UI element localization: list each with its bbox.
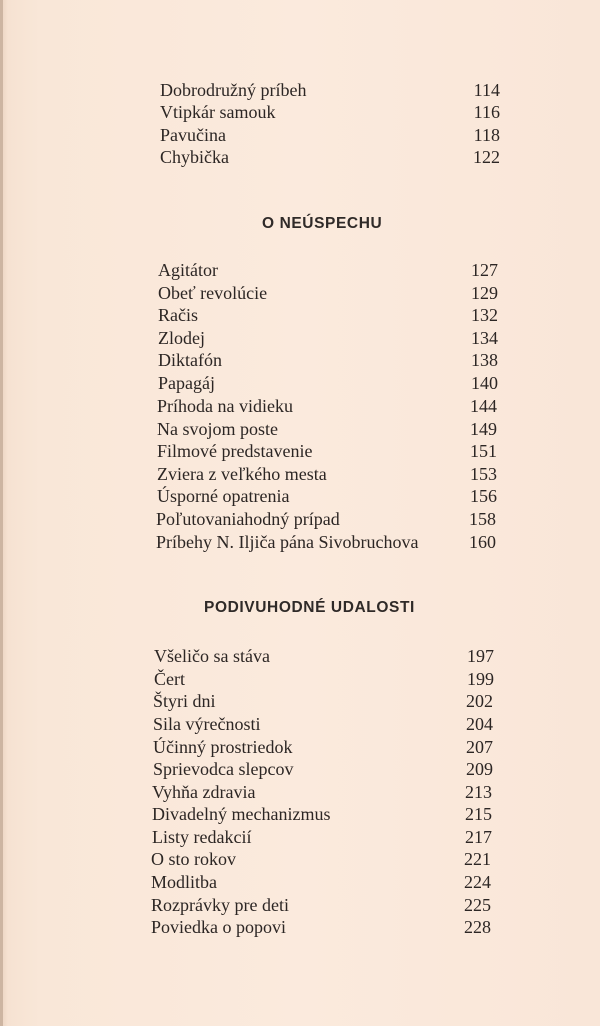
entry-title: Príhoda na vidieku <box>157 396 293 416</box>
toc-entry <box>152 781 492 803</box>
entry-title: Modlitba <box>151 872 217 892</box>
toc-entry <box>157 440 497 462</box>
toc-entry <box>160 79 500 101</box>
toc-entry <box>151 871 491 893</box>
entry-page: 202 <box>466 691 493 711</box>
toc-entry <box>157 395 497 417</box>
entry-page: 116 <box>473 102 500 122</box>
entry-page: 209 <box>466 759 493 779</box>
entry-page: 140 <box>471 373 498 393</box>
entry-title: Úsporné opatrenia <box>157 486 290 506</box>
entry-page: 138 <box>471 350 498 370</box>
toc-entry <box>158 259 498 281</box>
entry-title: Sila výrečnosti <box>153 714 261 734</box>
entry-page: 199 <box>467 669 494 689</box>
entry-title: Na svojom poste <box>157 419 278 439</box>
entry-title: Obeť revolúcie <box>158 283 268 303</box>
entry-title: Štyri dni <box>153 691 216 711</box>
toc-entry <box>153 736 493 758</box>
entry-title: Zlodej <box>158 328 205 348</box>
toc-entry <box>158 372 498 394</box>
entry-page: 144 <box>470 396 497 416</box>
entry-page: 225 <box>464 895 491 915</box>
toc-entry <box>157 485 497 507</box>
entry-page: 114 <box>473 80 500 100</box>
entry-title: Zviera z veľkého mesta <box>157 464 327 484</box>
entry-page: 207 <box>466 737 493 757</box>
entry-title: Chybička <box>160 147 229 167</box>
entry-title: Poľutovaniahodný prípad <box>156 509 340 529</box>
entry-title: Listy redakcií <box>152 827 252 847</box>
section-heading: O NEÚSPECHU <box>262 215 383 232</box>
toc-entry <box>160 101 500 123</box>
entry-title: Divadelný mechanizmus <box>152 804 331 824</box>
entry-page: 158 <box>469 509 496 529</box>
entry-page: 197 <box>467 646 494 666</box>
entry-page: 127 <box>471 260 498 280</box>
entry-title: Vyhňa zdravia <box>152 782 256 802</box>
toc-entry <box>160 146 500 168</box>
entry-title: Filmové predstavenie <box>157 441 313 461</box>
section-heading: PODIVUHODNÉ UDALOSTI <box>204 599 415 616</box>
entry-title: Račis <box>158 305 198 325</box>
toc-entry <box>158 304 498 326</box>
toc-entry <box>151 894 491 916</box>
entry-page: 151 <box>470 441 497 461</box>
toc-entry <box>153 758 493 780</box>
entry-title: Účinný prostriedok <box>153 737 293 757</box>
entry-title: Dobrodružný príbeh <box>160 80 307 100</box>
entry-title: Sprievodca slepcov <box>153 759 294 779</box>
entry-page: 134 <box>471 328 498 348</box>
entry-page: 228 <box>464 917 491 937</box>
entry-page: 149 <box>470 419 497 439</box>
toc-entry <box>158 282 498 304</box>
entry-page: 129 <box>471 283 498 303</box>
entry-title: Papagáj <box>158 373 215 393</box>
entry-title: Čert <box>154 669 185 689</box>
entry-title: Rozprávky pre deti <box>151 895 289 915</box>
toc-entry <box>151 916 491 938</box>
entry-page: 221 <box>464 849 491 869</box>
entry-title: Agitátor <box>158 260 218 280</box>
toc-entry <box>157 418 497 440</box>
entry-page: 217 <box>465 827 492 847</box>
entry-title: O sto rokov <box>151 849 236 869</box>
entry-title: Pavučina <box>160 125 226 145</box>
entry-page: 204 <box>466 714 493 734</box>
toc-entry <box>158 349 498 371</box>
toc-entry <box>154 645 494 667</box>
toc-entry <box>156 508 496 530</box>
entry-page: 156 <box>470 486 497 506</box>
entry-page: 160 <box>469 532 496 552</box>
toc-entry <box>153 713 493 735</box>
toc-entry <box>154 668 494 690</box>
toc-entry <box>158 327 498 349</box>
entry-page: 118 <box>473 125 500 145</box>
entry-title: Všeličo sa stáva <box>154 646 270 666</box>
toc-entry <box>151 848 491 870</box>
toc-entry <box>157 463 497 485</box>
entry-page: 224 <box>464 872 491 892</box>
toc-entry <box>156 531 496 553</box>
toc-entry <box>153 690 493 712</box>
toc-entry <box>152 803 492 825</box>
toc-entry <box>160 124 500 146</box>
entry-page: 215 <box>465 804 492 824</box>
entry-page: 132 <box>471 305 498 325</box>
entry-page: 122 <box>473 147 500 167</box>
entry-title: Diktafón <box>158 350 222 370</box>
entry-title: Príbehy N. Iljiča pána Sivobruchova <box>156 532 419 552</box>
entry-page: 213 <box>465 782 492 802</box>
entry-title: Vtipkár samouk <box>160 102 276 122</box>
toc-entry <box>152 826 492 848</box>
entry-page: 153 <box>470 464 497 484</box>
entry-title: Poviedka o popovi <box>151 917 286 937</box>
